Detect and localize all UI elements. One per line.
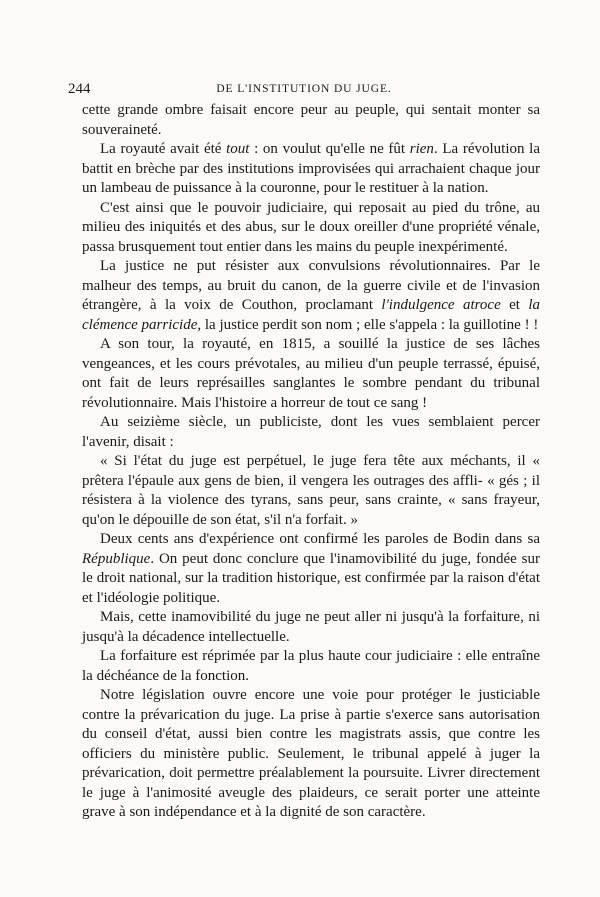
text-span: , la justice perdit son nom ; elle s'appela : la guillotine ! !: [197, 316, 539, 333]
text-span: La justice ne put résister aux convulsions révolutionnaires. Par le malheur des temps, au bruit du canon, de la guerre civile et de l'invasion étrangère, à la voix de Couthon, proclamant: [82, 258, 540, 313]
text-span: . La révolution la battit en brèche par des institutions improvisées qui arrachaient chaque jour un lambeau de puissance à la couronne, pour le restituer à la nation.: [82, 141, 540, 196]
text-span: et: [500, 297, 529, 313]
paragraph-royaute: [82, 140, 540, 199]
italic-term: République: [82, 550, 151, 567]
italic-term: rien: [409, 141, 434, 157]
text-span: La royauté avait été: [100, 141, 227, 157]
paragraph-pouvoir-judiciaire: C'est ainsi que le pouvoir judiciaire, qui reposait au pied du trône, au milieu des iniquités et des abus, sur le doux oreiller d'une propriété vénale, passa brusquement tout entier dans les mains du peuple inexpérimenté.: [82, 199, 540, 255]
paragraph-seizieme-siecle: Au seizième siècle, un publiciste, dont les vues semblaient percer l'avenir, disait :: [82, 414, 540, 450]
text-span: . On peut donc conclure que l'inamovibilité du juge, fondée sur le droit national, sur la tradition historique, est confirmée par la raison d'état et l'idéologie politique.: [82, 550, 540, 606]
paragraph-deux-cents-ans: [82, 530, 540, 608]
italic-term: l'indulgence atroce: [381, 297, 501, 313]
italic-term: tout: [226, 141, 250, 157]
bodin-quotation: « Si l'état du juge est perpétuel, le juge fera tête aux méchants, il « prêtera l'épaule aux gens de bien, il vengera les outrages des affli- « gés ; il résistera à la violence des tyrans, sans peur, sans crainte, « sans frayeur, qu'on le dépouille de son état, s'il n'a forfait. »: [82, 453, 540, 528]
running-title: DE L'INSTITUTION DU JUGE.: [216, 83, 392, 95]
page-header: [68, 80, 540, 98]
text-span: Deux cents ans d'expérience ont confirmé les paroles de Bodin dans sa: [100, 531, 540, 547]
italic-term: la clémence parricide: [82, 297, 540, 333]
paragraph-legislation: Notre législation ouvre encore une voie pour protéger le justiciable contre la prévarication du juge. La prise à partie s'exerce sans autorisation du conseil d'état, aussi bien contre les magistrats assis, que contre les officiers du ministère public. Seulement, le tribunal appelé à juger la prévarication, doit permettre préalablement la poursuite. Livrer directement le juge à l'animosité aveugle des plaideurs, ce serait porter une atteinte grave à son indépendance et à la dignité de son caractère.: [82, 687, 540, 820]
text-span: : on voulut qu'elle ne fût: [249, 141, 410, 157]
page-body: [82, 101, 540, 823]
paragraph-royaute-1815: A son tour, la royauté, en 1815, a souillé la justice de ses lâches vengeances, et les cours prévotales, au milieu d'un peuple terrassé, épuisé, ont fait de leurs représailles sanglantes le sombre pendant du tribunal révolutionnaire. Mais l'histoire a horreur de tout ce sang !: [82, 336, 540, 411]
paragraph-inamovibilite: Mais, cette inamovibilité du juge ne peut aller ni jusqu'à la forfaiture, ni jusqu'à la décadence intellectuelle.: [82, 609, 540, 645]
page-number: 244: [68, 81, 91, 97]
paragraph-justice-revolution: [82, 257, 540, 335]
paragraph-continuation: cette grande ombre faisait encore peur au peuple, qui sentait monter sa souveraineté.: [82, 102, 540, 138]
paragraph-forfaiture: La forfaiture est réprimée par la plus haute cour judiciaire : elle entraîne la déchéance de la fonction.: [82, 648, 540, 684]
